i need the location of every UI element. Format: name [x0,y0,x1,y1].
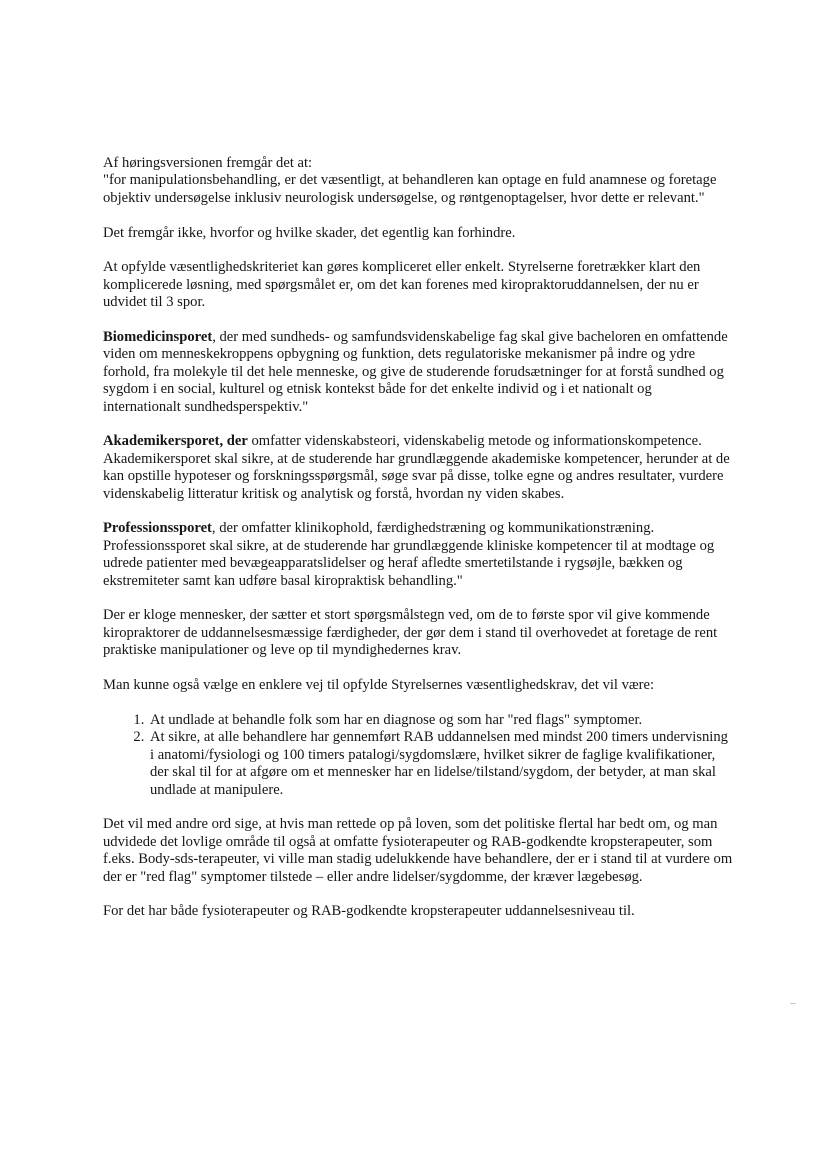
intro-paragraph [103,155,733,207]
akademiker-paragraph [103,433,733,503]
document-body [103,155,733,938]
requirements-list [103,712,733,799]
intro-lead: Af høringsversionen fremgår det at: [103,155,313,171]
biomedicin-title: Biomedicinsporet [103,329,213,346]
list-item: 1. At undlade at behandle folk som har en diagnose og som har "red flags" symptomer. [148,712,733,729]
biomedicin-text: , der med sundheds- og samfundsvidenskabelige fag skal give bacheloren en omfattende viden om menneskekroppens opbygning og funktion, dets regulatoriske mekanismer på indre og ydre forhold, fra molekyle til det hele menneske, og give de studerende forudsætninger for at forstå sundhed og sygdom i en social, kulturel og etnisk kontekst både for det enkelte individ og i et nationalt og internationalt sundhedsperspektiv." [103,329,728,415]
paragraph-3: At opfylde væsentlighedskriteriet kan gøres kompliceret eller enkelt. Styrelserne foretrækker klart den komplicerede løsning, med spørgsmålet er, om det kan forenes med kiropraktoruddannelsen, der nu er udvidet til 3 spor. [103,259,701,311]
paragraph-8: Man kunne også vælge en enklere vej til opfylde Styrelsernes væsentlighedskrav, det vil være: [103,677,655,694]
list-item: 2. At sikre, at alle behandlere har gennemført RAB uddannelsen med mindst 200 timers undervisning i anatomi/fysiologi og 100 timers patalogi/sygdomslære, hvilket sikrer de faglige kvalifikationer, der skal til for at afgøre om et mennesker har en lidelse/tilstand/sygdom, der betyder, at man skal undlade at manipulere. [148,729,733,799]
profession-title: Professionssporet [103,520,212,537]
paragraph-7: Der er kloge mennesker, der sætter et stort spørgsmålstegn ved, om de to første spor vil give kommende kiropraktorer de uddannelsesmæssige færdigheder, der gør dem i stand til overhovedet at foretage de rent praktiske manipulationer og leve op til myndighedernes krav. [103,607,718,659]
profession-paragraph [103,520,733,590]
paragraph-9: Det vil med andre ord sige, at hvis man rettede op på loven, som det politiske flertal har bedt om, og man udvidede det lovlige område til også at omfatte fysioterapeuter og RAB-godkendte kropsterapeuter, som f.eks. Body-sds-terapeuter, vi ville man stadig udelukkende have behandlere, der er i stand til at vurdere om der er "red flag" symptomer tilstede – eller andre lidelser/sygdomme, der kræver lægebesøg. [103,816,733,885]
akademiker-text: omfatter videnskabsteori, videnskabelig metode og informationskompetence. Akademikersporet skal sikre, at de studerende har grundlæggende akademiske kompetencer, herunder at de kan opstille hypoteser og forskningsspørgsmål, søge svar på disse, tolke egne og andres resultater, vurdere videnskabelig litteratur kritisk og analytisk og forstå, hvordan ny viden skabes. [103,433,730,502]
intro-quote: "for manipulationsbehandling, er det væsentligt, at behandleren kan optage en fuld anamnese og foretage objektiv undersøgelse inklusiv neurologisk undersøgelse, og røntgenoptagelser, hvor dette er relevant." [103,172,717,206]
akademiker-title: Akademikersporet, der [103,433,248,450]
scan-mark [790,1003,796,1004]
paragraph-2: Det fremgår ikke, hvorfor og hvilke skader, det egentlig kan forhindre. [103,224,516,241]
paragraph-10: For det har både fysioterapeuter og RAB-godkendte kropsterapeuter uddannelsesniveau til. [103,903,635,920]
biomedicin-paragraph [103,329,733,416]
profession-text: , der omfatter klinikophold, færdighedstræning og kommunikationstræning. Professionssporet skal sikre, at de studerende har grundlæggende kliniske kompetencer til at modtage og udrede patienter med bevægeapparatslidelser og heraf afledte smertetilstande i rygsøjle, bækken og ekstremiteter samt kan udføre basal kiropraktisk behandling." [103,520,715,589]
